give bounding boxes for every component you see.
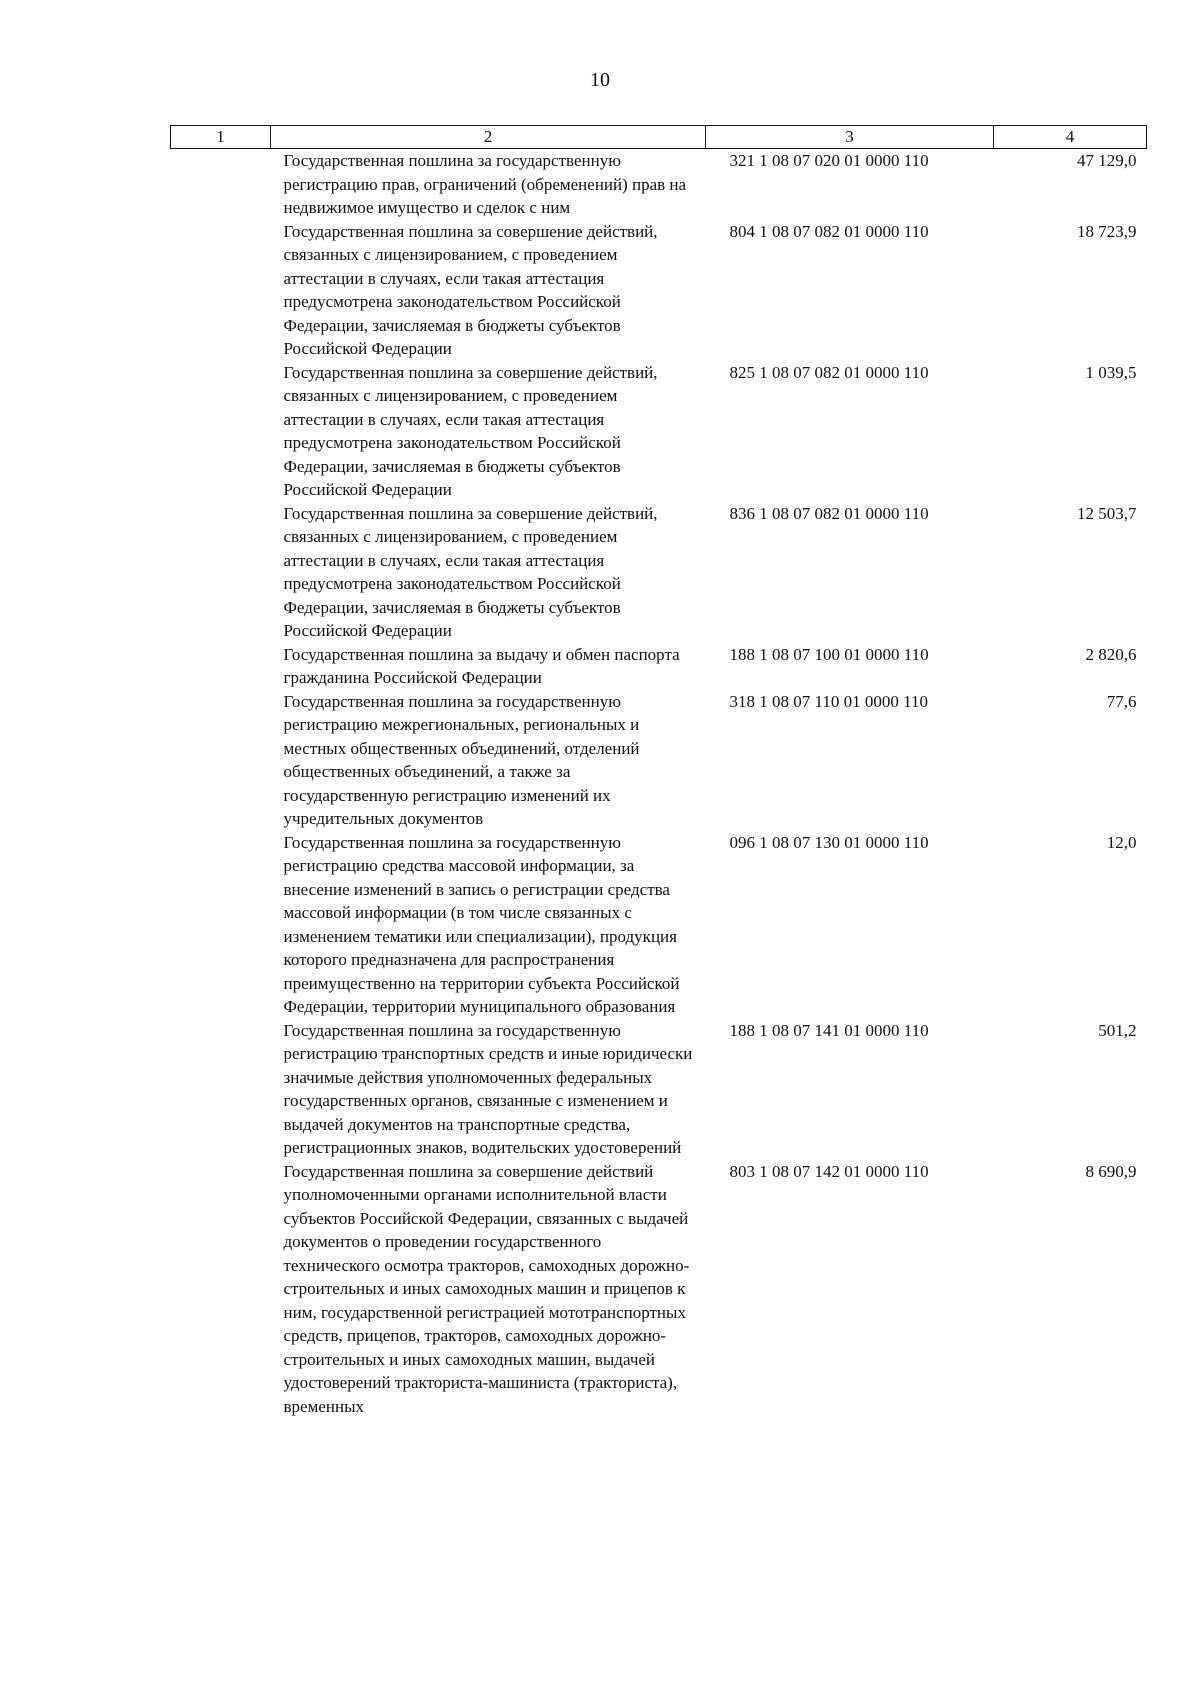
row-code: 321 1 08 07 020 01 0000 110 xyxy=(729,151,929,170)
row-amount: 77,6 xyxy=(1106,691,1137,711)
row-code: 825 1 08 07 082 01 0000 110 xyxy=(729,362,929,382)
row-code: 318 1 08 07 110 01 0000 110 xyxy=(729,691,928,711)
table-body xyxy=(171,149,1147,1419)
row-name: Государственная пошлина за государственную регистрацию прав, ограничений (обременений) прав на недвижимое имущество и сделок с ним xyxy=(283,151,687,217)
row-amount: 12 503,7 xyxy=(1077,503,1137,523)
row-code: 804 1 08 07 082 01 0000 110 xyxy=(729,221,929,241)
row-code: 188 1 08 07 100 01 0000 110 xyxy=(729,644,929,664)
row-name: Государственная пошлина за совершение действий, связанных с лицензированием, с проведением аттестации в случаях, если такая аттестация предусмотрена законодательством Российской Федерации, зачисляемая в бюджеты субъектов Российской Федерации xyxy=(283,221,658,358)
table-row xyxy=(171,643,1147,690)
empty-cell xyxy=(171,149,271,220)
header-col-3: 3 xyxy=(706,126,994,149)
row-code: 836 1 08 07 082 01 0000 110 xyxy=(729,503,929,523)
table-row xyxy=(171,220,1147,361)
table-row xyxy=(171,149,1147,220)
revenue-table xyxy=(170,125,1147,1418)
header-col-2: 2 xyxy=(271,126,706,149)
row-code: 096 1 08 07 130 01 0000 110 xyxy=(729,832,929,852)
table-row xyxy=(171,831,1147,1019)
table-header xyxy=(171,126,1147,149)
empty-cell xyxy=(171,643,271,690)
empty-cell xyxy=(171,220,271,361)
empty-cell xyxy=(171,1160,271,1419)
empty-cell xyxy=(171,690,271,831)
row-amount: 501,2 xyxy=(1098,1020,1137,1040)
table-row xyxy=(171,502,1147,643)
row-name: Государственная пошлина за государственную регистрацию транспортных средств и иные юридически значимые действия уполномоченных федеральных государственных органов, связанные с изменением и выдачей документов на транспортные средства, регистрационных знаков, водительских удостоверений xyxy=(283,1020,693,1157)
empty-cell xyxy=(171,1019,271,1160)
page-number: 10 xyxy=(590,69,610,91)
empty-cell xyxy=(171,361,271,502)
empty-cell xyxy=(171,502,271,643)
table-row xyxy=(171,1019,1147,1160)
row-name: Государственная пошлина за совершение действий уполномоченными органами исполнительной власти субъектов Российской Федерации, связанных с выдачей документов о проведении государственного технического осмотра тракторов, самоходных дорожно-строительных и иных самоходных машин и прицепов к ним, государственной регистрацией мототранспортных средств, прицепов, тракторов, самоходных дорожно-строительных и иных самоходных машин, выдачей удостоверений тракториста-машиниста (тракториста), временных xyxy=(283,1161,690,1416)
row-amount: 47 129,0 xyxy=(1077,151,1137,170)
row-amount: 8 690,9 xyxy=(1085,1161,1137,1181)
row-name: Государственная пошлина за совершение действий, связанных с лицензированием, с проведением аттестации в случаях, если такая аттестация предусмотрена законодательством Российской Федерации, зачисляемая в бюджеты субъектов Российской Федерации xyxy=(283,362,658,499)
row-amount: 18 723,9 xyxy=(1077,221,1137,241)
row-code: 188 1 08 07 141 01 0000 110 xyxy=(729,1020,929,1040)
header-row xyxy=(171,126,1147,149)
row-name: Государственная пошлина за государственную регистрацию средства массовой информации, за внесение изменений в запись о регистрации средства массовой информации (в том числе связанных с изменением тематики или специализации), продукция которого предназначена для распространения преимущественно на территории субъекта Российской Федерации, территории муниципального образования xyxy=(283,832,680,1016)
header-col-4: 4 xyxy=(994,126,1147,149)
row-name: Государственная пошлина за выдачу и обмен паспорта гражданина Российской Федерации xyxy=(283,644,680,687)
table-row xyxy=(171,361,1147,502)
row-name: Государственная пошлина за совершение действий, связанных с лицензированием, с проведением аттестации в случаях, если такая аттестация предусмотрена законодательством Российской Федерации, зачисляемая в бюджеты субъектов Российской Федерации xyxy=(283,503,658,640)
header-col-1: 1 xyxy=(171,126,271,149)
table-row xyxy=(171,1160,1147,1419)
row-amount: 1 039,5 xyxy=(1085,362,1137,382)
row-name: Государственная пошлина за государственную регистрацию межрегиональных, региональных и местных общественных объединений, отделений общественных объединений, а также за государственную регистрацию изменений их учредительных документов xyxy=(283,691,640,828)
row-amount: 2 820,6 xyxy=(1085,644,1137,664)
empty-cell xyxy=(171,831,271,1019)
row-amount: 12,0 xyxy=(1106,832,1137,852)
table-row xyxy=(171,690,1147,831)
row-code: 803 1 08 07 142 01 0000 110 xyxy=(729,1161,929,1181)
